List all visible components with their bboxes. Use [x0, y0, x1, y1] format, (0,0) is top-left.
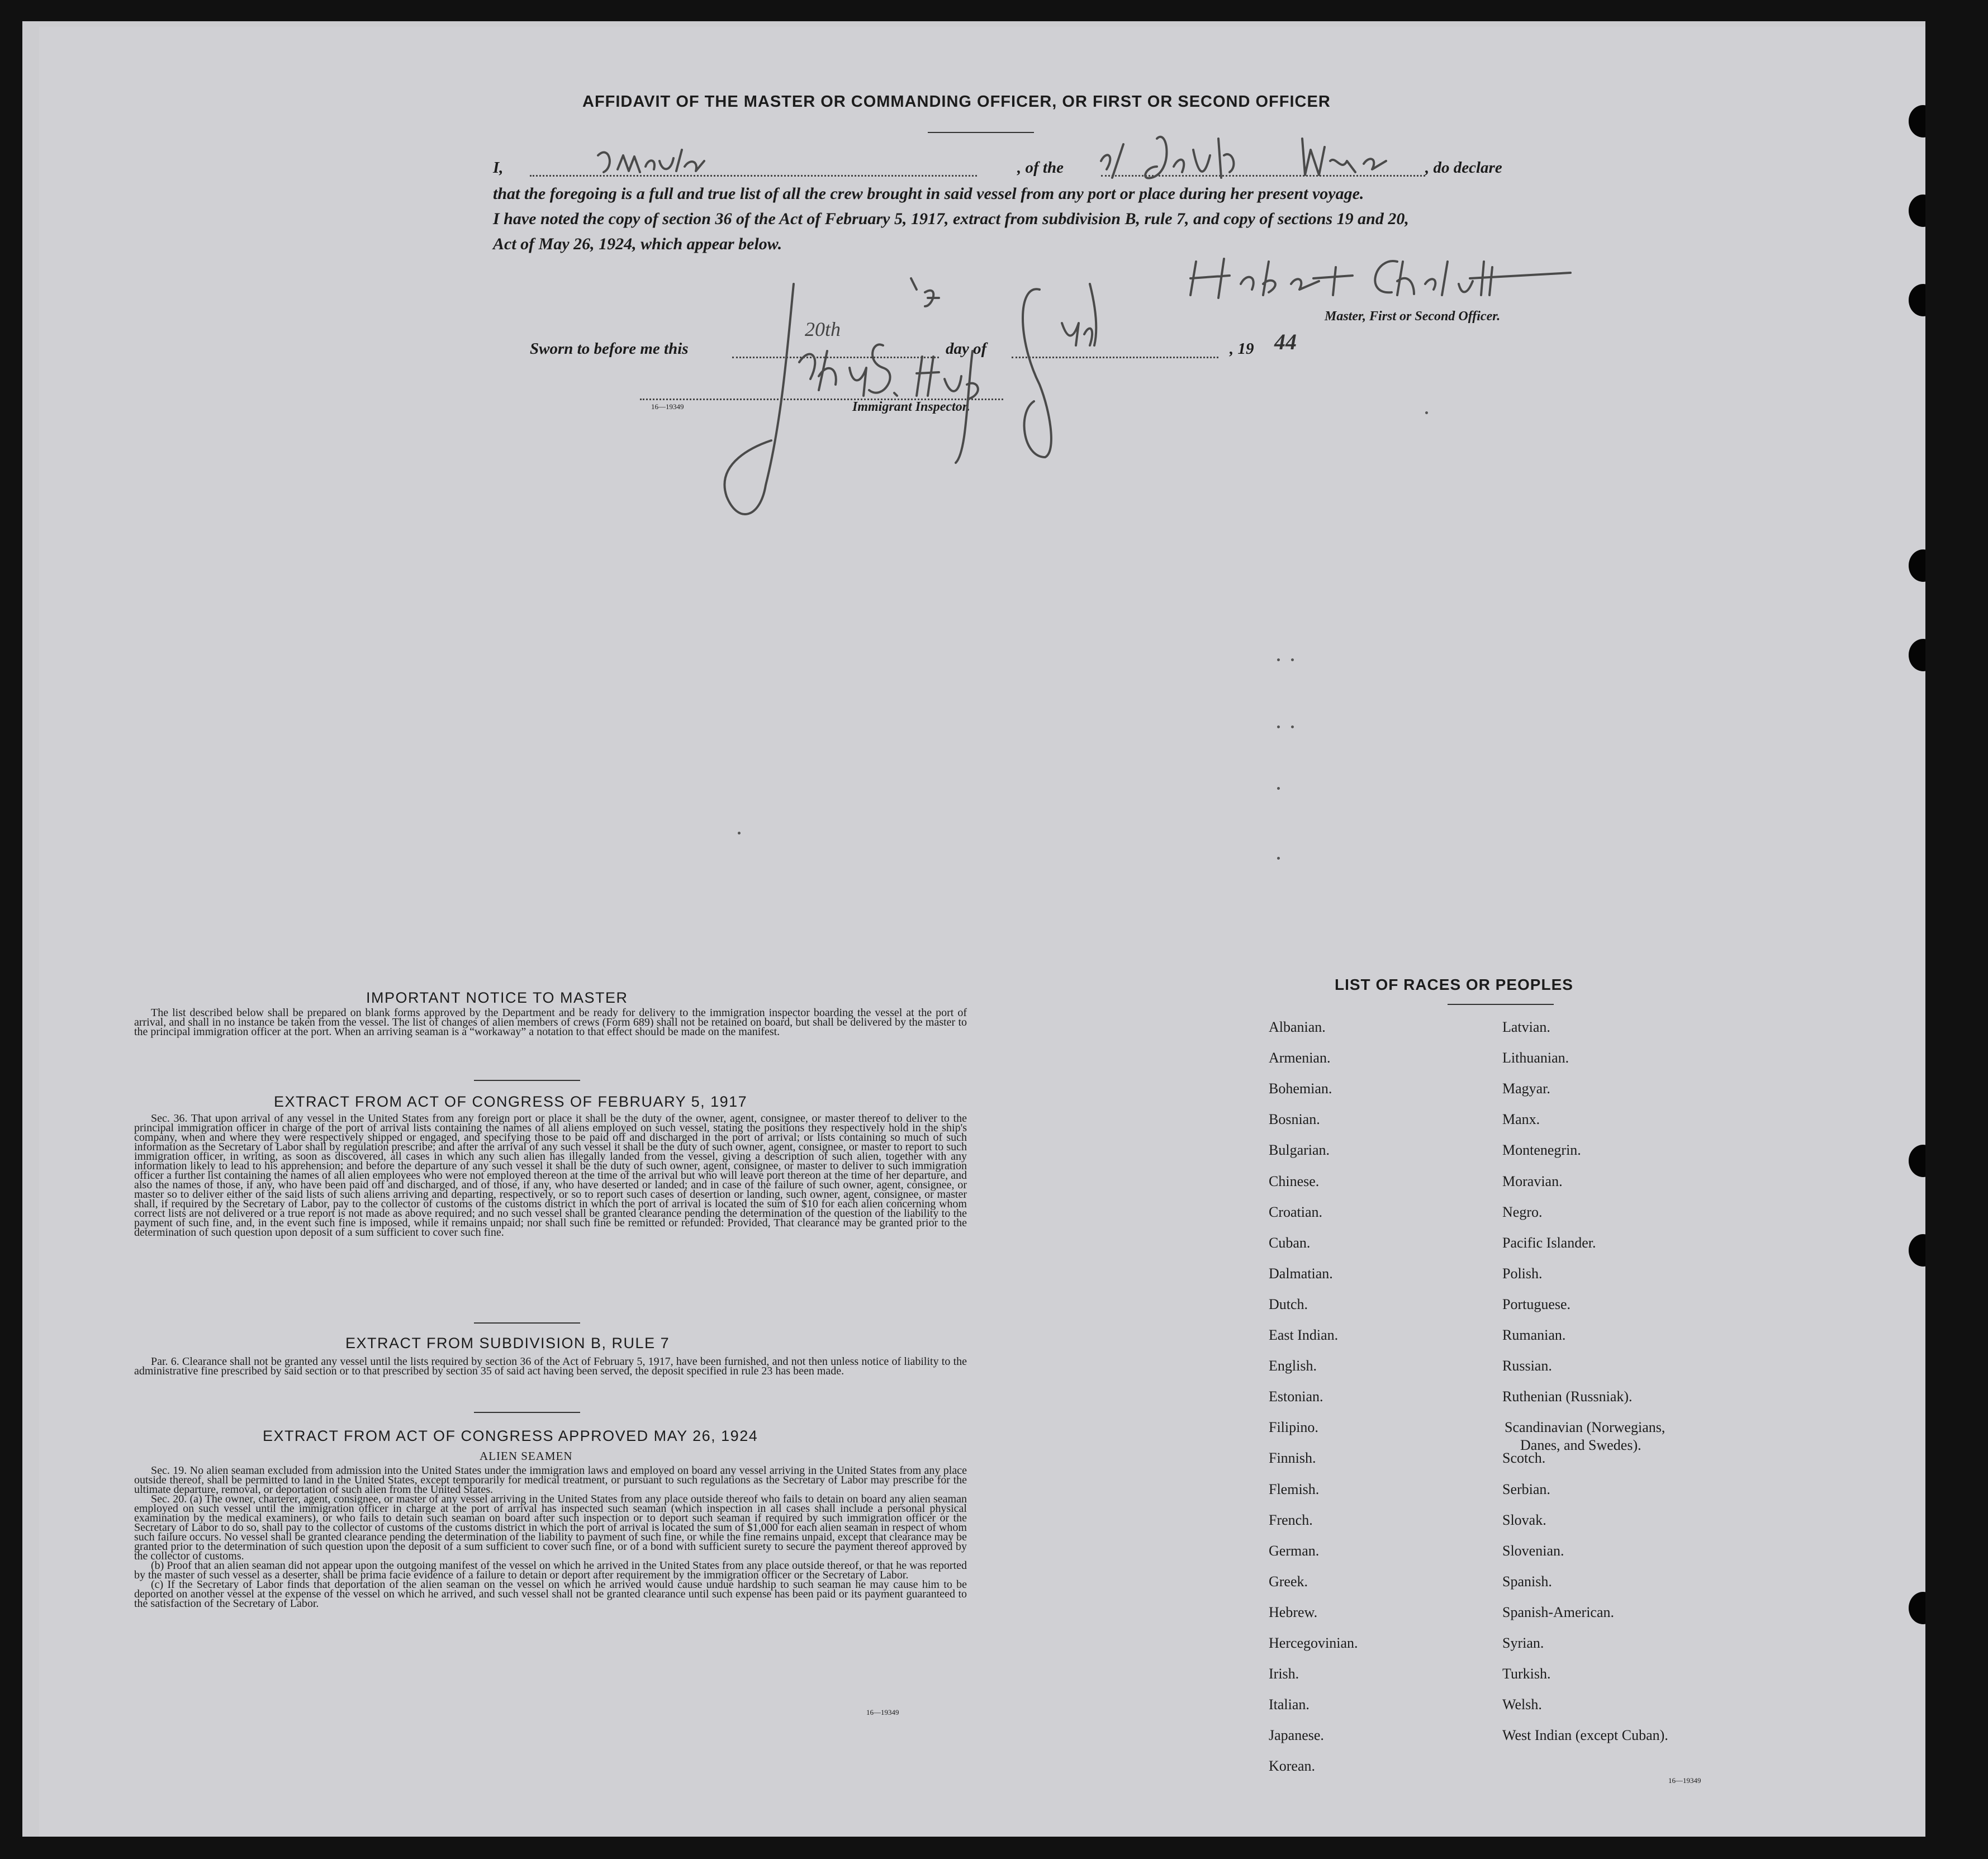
affidavit-line-1 [493, 159, 504, 177]
sworn-label: Sworn to before me this [530, 340, 689, 358]
race-item: Dutch. [1269, 1296, 1308, 1312]
race-item: Italian. [1269, 1696, 1309, 1713]
paper-speck [1277, 658, 1280, 661]
paper-speck [1277, 725, 1280, 728]
race-item: Korean. [1269, 1758, 1316, 1775]
sec-20b-text: (b) Proof that an alien seaman did not appear upon the outgoing manifest of the vessel on which he arrived in the United States from any place outside thereof, or that he was reported by the master of such vessel as a deserter, shall be prima facie evidence of a failure to detain or deport after requirement by the immigration officer or the Secretary of Labor. [134, 1559, 967, 1581]
paper-speck [738, 832, 741, 834]
affidavit-line-4: Act of May 26, 1924, which appear below. [493, 235, 782, 253]
affidavit-line-3: I have noted the copy of section 36 of the Act of February 5, 1917, extract from subdivision B, rule 7, and copy of sections 19 and 20, [493, 210, 1409, 228]
sec-20a-text: Sec. 20. (a) The owner, charterer, agent, consignee, or master of any vessel arriving in the United States from any place outside thereof who fails to detain on board any alien seaman employed on such vessel until the immigration officer in charge at the port of arrival has inspected such seaman (which inspection in all cases shall include a personal physical examination by the medical examiners), or who fails to detain such seaman on board after such inspection or to deport such seaman if required by such immigration officer or the Secretary of Labor to do so, shall pay to the collector of customs of the customs district in which the port of arrival is located the sum of $1,000 for each alien seaman in respect of whom such failure occurs. No vessel shall be granted clearance pending the determination of the liability to payment of such fine, or while the fine remains unpaid, except that clearance may be granted prior to the determination of such question upon the deposit of a sum sufficient to cover such fine, or of a bond with sufficient surety to secure the payment thereof approved by the collector of customs. [134, 1493, 967, 1562]
section-rule [474, 1322, 580, 1324]
race-item: Albanian. [1269, 1019, 1326, 1035]
day-of-label: day of [946, 340, 987, 358]
races-rule [1448, 1004, 1554, 1005]
race-item: Chinese. [1269, 1173, 1320, 1189]
race-item: English. [1269, 1358, 1317, 1374]
race-item: Danes, and Swedes). [1520, 1437, 1641, 1454]
section-rule [474, 1080, 580, 1081]
inspector-signature [704, 273, 1107, 541]
race-item: Bulgarian. [1269, 1142, 1330, 1159]
race-item: Moravian. [1502, 1173, 1563, 1189]
sec-20c-text: (c) If the Secretary of Labor finds that deportation of the alien seaman on the vessel on which he arrived would cause undue hardship to such seaman he may cause him to be deported on another vessel at the expense of the vessel on which he arrived, and such vessel shall not be granted clearance until such expense has been paid or its payment guaranteed to the satisfaction of the Secretary of Labor. [134, 1578, 967, 1610]
of-the-label: , of the [1017, 159, 1064, 177]
race-item: Portuguese. [1502, 1296, 1571, 1312]
race-item: East Indian. [1269, 1327, 1339, 1343]
race-item: Pacific Islander. [1502, 1234, 1596, 1251]
paper-sheet [39, 27, 1925, 1837]
race-item: West Indian (except Cuban). [1502, 1727, 1668, 1744]
race-item: Russian. [1502, 1358, 1552, 1374]
alien-seamen-subtitle: ALIEN SEAMEN [480, 1449, 573, 1463]
officer-caption: Master, First or Second Officer. [1325, 309, 1501, 324]
punch-hole [1909, 105, 1925, 137]
punch-hole [1909, 1234, 1925, 1267]
race-item: Estonian. [1269, 1388, 1323, 1405]
race-item: Irish. [1269, 1666, 1299, 1682]
race-item: Manx. [1502, 1111, 1540, 1128]
paper-speck [1277, 857, 1280, 860]
race-item: Lithuanian. [1502, 1050, 1569, 1066]
race-item: Polish. [1502, 1265, 1543, 1282]
paper-speck [1291, 658, 1294, 661]
punch-hole [1909, 1592, 1925, 1624]
race-item: Ruthenian (Russniak). [1502, 1388, 1633, 1405]
extract-1924-text [134, 1466, 967, 1609]
races-title: LIST OF RACES OR PEOPLES [1335, 976, 1573, 993]
race-item: Japanese. [1269, 1727, 1324, 1744]
race-item: Welsh. [1502, 1696, 1542, 1713]
rule7-text: Par. 6. Clearance shall not be granted any vessel until the lists required by section 36 of the Act of February 5, 1917, have been furnished, and not then unless notice of liability to the administrative fine prescribed by said section or to that prescribed by section 35 of said act having been served, the deposit specified in rule 23 has been made. [134, 1355, 967, 1377]
i-field-handwriting [592, 139, 732, 183]
extract-1917-text: Sec. 36. That upon arrival of any vessel in the United States from any foreign port or place it shall be the duty of the owner, agent, consignee, or master thereof to deliver to the principal immigration officer in charge of the port of arrival lists containing the names of all aliens employed on such vessel, stating the positions they respectively hold in the ship's company, when and where they were respectively shipped or engaged, and specifying those to be paid off and discharged in the port of arrival; or lists containing so much of such information as the Secretary of Labor shall by regulation prescribe; and after the arrival of any such vessel it shall be the duty of such owner, agent, consignee, or master to report to such immigration officer, in writing, as soon as discovered, all cases in which any such alien has illegally landed from the vessel, giving a description of such alien, together with any information likely to lead to his apprehension; and before the departure of any such vessel it shall be the duty of such owner, agent, consignee, or master to deliver to such immigration officer a further list containing the names of all alien employees who were not employed thereon at the time of the arrival but who will leave port thereon at the time of her departure, and also the names of those, if any, who have been paid off and discharged, and of those, if any, who have deserted or landed; and in case of the failure of such owner, agent, consignee, or master so to deliver either of the said lists of such aliens arriving and departing, respectively, or so to report such cases of desertion or landing, such owner, agent, consignee, or master shall, if required by the Secretary of Labor, pay to the collector of customs of the customs district in which the port of arrival is located the sum of $10 for each alien concerning whom correct lists are not delivered or a true report is not made as above required; and no such vessel shall be granted clearance pending the determination of the question of the liability to the payment of such fine, and, in the event such fine is imposed, while it remains unpaid; nor shall such fine be remitted or refunded: Provided, That clearance may be granted prior to the determination of such question upon deposit of a sum sufficient to cover such fine. [134, 1112, 967, 1239]
paper-speck [1277, 787, 1280, 790]
race-item: Cuban. [1269, 1234, 1311, 1251]
i-label: I, [493, 159, 504, 177]
extract-1924-title: EXTRACT FROM ACT OF CONGRESS APPROVED MAY 26, 1924 [263, 1428, 758, 1444]
punch-hole [1909, 195, 1925, 227]
race-item: Filipino. [1269, 1419, 1318, 1436]
race-item: Dalmatian. [1269, 1265, 1333, 1282]
race-item: Serbian. [1502, 1481, 1550, 1497]
declare-label: , do declare [1425, 159, 1502, 177]
race-item: Flemish. [1269, 1481, 1320, 1497]
race-item: Montenegrin. [1502, 1142, 1581, 1159]
year-handwriting: 44 [1274, 329, 1297, 354]
day-handwriting: 20th [805, 318, 841, 340]
paper-speck [1425, 411, 1428, 414]
race-item: Spanish-American. [1502, 1604, 1615, 1620]
title-rule [928, 132, 1034, 133]
race-item: Scandinavian (Norwegians, [1505, 1419, 1666, 1436]
sec-19-text: Sec. 19. No alien seaman excluded from admission into the United States under the immigration laws and employed on board any vessel arriving in the United States from any place outside thereof, shall be permitted to land in the United States, except temporarily for medical treatment, or pursuant to such regulations as the Secretary of Labor may prescribe for the ultimate departure, removal, or deportation of such alien from the United States. [134, 1464, 967, 1496]
notice-title: IMPORTANT NOTICE TO MASTER [366, 989, 628, 1006]
section-rule [474, 1412, 580, 1413]
race-item: Slovak. [1502, 1511, 1546, 1528]
inspector-caption: Immigrant Inspector. [852, 400, 970, 414]
race-item: Greek. [1269, 1573, 1308, 1590]
race-item: Magyar. [1502, 1080, 1550, 1097]
notice-text: The list described below shall be prepared on blank forms approved by the Department and be ready for delivery to the immigration inspector boarding the vessel at the port of arrival, and shall in no instance be taken from the vessel. The list of changes of alien members of crews (Form 689) shall not be retained on board, but shall be delivered by the master to the principal immigration officer at the port. When an arriving seaman is a “workaway” a notation to that effect should be made on the manifest. [134, 1007, 967, 1038]
punch-hole [1909, 1145, 1925, 1177]
race-item: Latvian. [1502, 1019, 1550, 1035]
race-item: Rumanian. [1502, 1327, 1566, 1343]
race-item: Bosnian. [1269, 1111, 1320, 1128]
race-item: French. [1269, 1511, 1313, 1528]
race-item: Turkish. [1502, 1666, 1551, 1682]
race-item: Scotch. [1502, 1450, 1546, 1467]
race-item: Slovenian. [1502, 1542, 1564, 1559]
race-item: Syrian. [1502, 1635, 1544, 1651]
race-item: German. [1269, 1542, 1320, 1559]
officer-signature [1179, 250, 1582, 306]
race-item: Finnish. [1269, 1450, 1316, 1467]
year-prefix: , 19 [1230, 340, 1254, 358]
race-item: Negro. [1502, 1203, 1543, 1220]
vessel-handwriting [1090, 116, 1414, 189]
race-item: Spanish. [1502, 1573, 1552, 1590]
affidavit-title: AFFIDAVIT OF THE MASTER OR COMMANDING OFFICER, OR FIRST OR SECOND OFFICER [582, 93, 1331, 111]
race-item: Hebrew. [1269, 1604, 1318, 1620]
paper-speck [1291, 725, 1294, 728]
extract-1917-title: EXTRACT FROM ACT OF CONGRESS OF FEBRUARY 5, 1917 [274, 1093, 748, 1110]
race-item: Croatian. [1269, 1203, 1323, 1220]
scanned-page [22, 21, 1925, 1837]
race-item: Armenian. [1269, 1050, 1331, 1066]
punch-hole [1909, 549, 1925, 582]
notice-form-number: 16—19349 [866, 1708, 899, 1716]
punch-hole [1909, 639, 1925, 671]
affidavit-line-2: that the foregoing is a full and true list of all the crew brought in said vessel from any port or place during her present voyage. [493, 184, 1364, 203]
inspector-form-number: 16—19349 [651, 402, 684, 411]
race-item: Bohemian. [1269, 1080, 1332, 1097]
rule7-title: EXTRACT FROM SUBDIVISION B, RULE 7 [345, 1335, 670, 1351]
race-item: Hercegovinian. [1269, 1635, 1358, 1651]
races-form-number: 16—19349 [1668, 1776, 1701, 1785]
punch-hole [1909, 284, 1925, 316]
